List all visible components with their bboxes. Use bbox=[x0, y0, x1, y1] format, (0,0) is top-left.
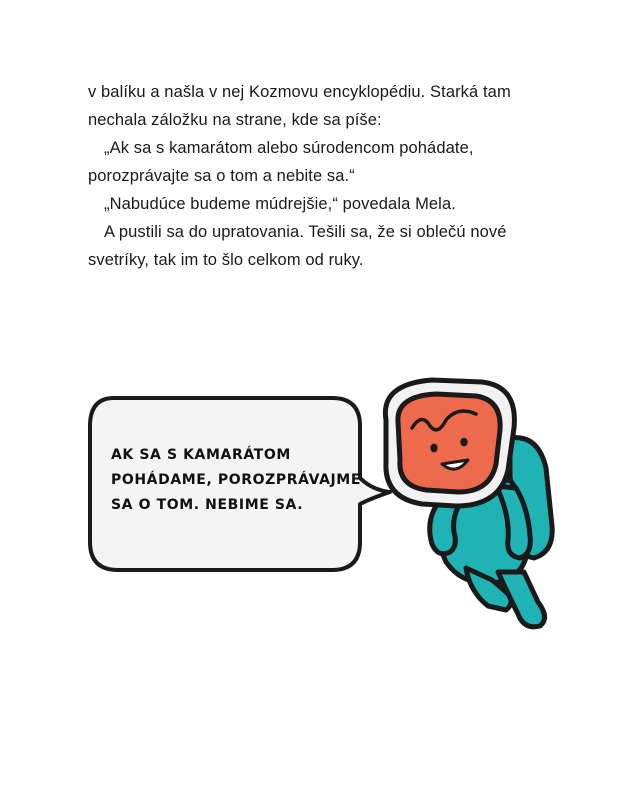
story-line: v balíku a našla v nej Kozmovu encyklopédiu. Starká tam bbox=[88, 83, 511, 101]
astronaut-illustration bbox=[360, 376, 560, 638]
eye-left bbox=[430, 444, 437, 453]
speech-line: AK SA S KAMARÁTOM bbox=[111, 447, 291, 463]
story-line: svetríky, tak im to šlo celkom od ruky. bbox=[88, 251, 364, 269]
story-line: nechala záložku na strane, kde sa píše: bbox=[88, 111, 382, 129]
story-line: A pustili sa do upratovania. Tešili sa, že si oblečú nové bbox=[104, 223, 507, 241]
eye-right bbox=[460, 438, 467, 447]
story-line: „Nabudúce budeme múdrejšie,“ povedala Mela. bbox=[104, 195, 456, 213]
story-line: „Ak sa s kamarátom alebo súrodencom pohádate, bbox=[104, 139, 474, 157]
speech-line: POHÁDAME, POROZPRÁVAJME bbox=[111, 472, 362, 488]
story-text bbox=[88, 78, 558, 274]
helmet-visor bbox=[398, 394, 500, 492]
story-line: porozprávajte sa o tom a nebite sa.“ bbox=[88, 167, 355, 185]
speech-line: SA O TOM. NEBIME SA. bbox=[111, 497, 304, 513]
speech-bubble-text bbox=[111, 443, 361, 518]
